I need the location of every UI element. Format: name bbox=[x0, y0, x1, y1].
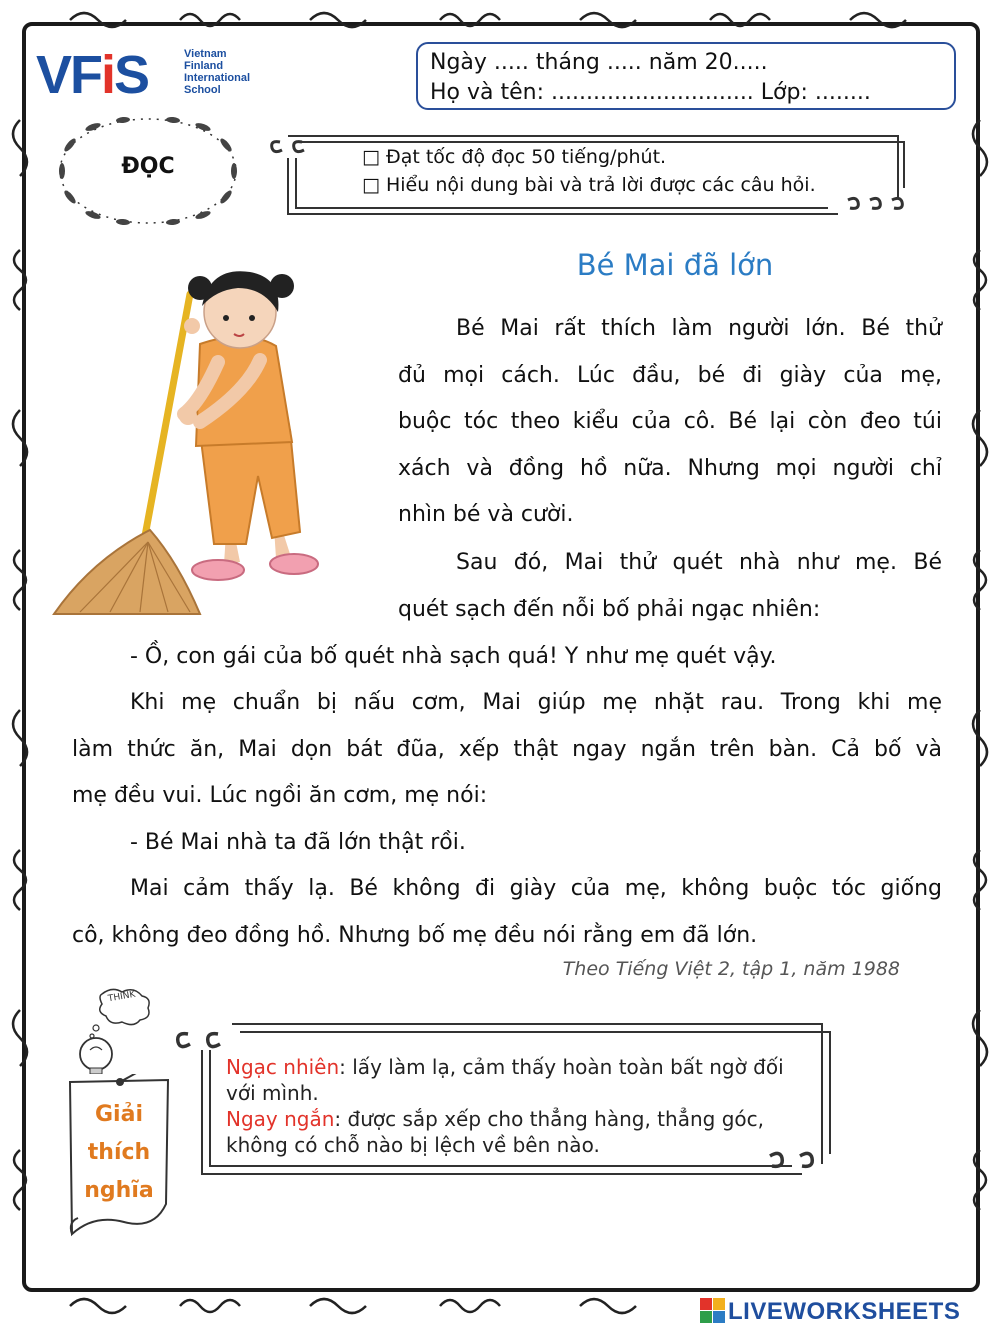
glossary-term: Ngạc nhiên bbox=[226, 1055, 340, 1079]
swirl-border-right bbox=[962, 110, 998, 1260]
text-line: buộc tóc theo kiểu của cô. Bé lại còn đeo túi bbox=[398, 409, 942, 434]
note-line: nghĩa bbox=[84, 1178, 154, 1203]
glossary-definition: : lấy làm lạ, cảm thấy hoàn toàn bất ngờ đối với mình. bbox=[226, 1055, 784, 1105]
brand-name: LIVEWORKSHEETS bbox=[728, 1298, 961, 1325]
logo-letter: S bbox=[114, 45, 149, 105]
text-line: Bé Mai rất thích làm người lớn. Bé thử bbox=[456, 316, 942, 341]
date-field[interactable]: Ngày ..... tháng ..... năm 20..... bbox=[430, 50, 768, 75]
text-line: nhìn bé và cười. bbox=[398, 502, 574, 527]
liveworksheets-brand[interactable] bbox=[700, 1296, 996, 1326]
logo-letter: F bbox=[70, 45, 102, 105]
goal-item[interactable]: □ Đạt tốc độ đọc 50 tiếng/phút. bbox=[362, 146, 667, 168]
swirl-border-bottom bbox=[60, 1288, 700, 1324]
glossary-entry bbox=[226, 1054, 806, 1106]
text-line: làm thức ăn, Mai dọn bát đũa, xếp thật ngay ngắn trên bàn. Cả bố và bbox=[72, 736, 942, 762]
liveworksheets-logo-icon bbox=[700, 1298, 726, 1324]
logo-letter: i bbox=[101, 45, 115, 105]
text-line: - Bé Mai nhà ta đã lớn thật rồi. bbox=[130, 830, 466, 855]
school-logo bbox=[36, 44, 276, 110]
text-line: xách và đồng hồ nữa. Nhưng mọi người chỉ bbox=[398, 455, 942, 481]
story-source: Theo Tiếng Việt 2, tập 1, năm 1988 bbox=[562, 958, 900, 980]
reading-badge bbox=[48, 110, 248, 232]
section-label: ĐỌC bbox=[121, 154, 175, 179]
student-info-box bbox=[416, 42, 956, 110]
story-paragraph-2 bbox=[398, 540, 942, 633]
story-paragraph-1 bbox=[398, 306, 942, 539]
story-paragraph-6 bbox=[72, 866, 942, 959]
learning-goals bbox=[258, 128, 918, 228]
text-line: đủ mọi cách. Lúc đầu, bé đi giày của mẹ, bbox=[398, 362, 942, 388]
girl-sweeping-illustration bbox=[50, 262, 380, 622]
logo-school-name bbox=[184, 48, 250, 96]
swirl-border-left bbox=[2, 110, 38, 1260]
swirl-border-top bbox=[60, 2, 940, 38]
text-line: Khi mẹ chuẩn bị nấu cơm, Mai giúp mẹ nhặt rau. Trong khi mẹ bbox=[130, 690, 942, 715]
story-paragraph-5 bbox=[72, 820, 942, 867]
logo-line: Vietnam bbox=[184, 48, 227, 60]
goal-item[interactable]: □ Hiểu nội dung bài và trả lời được các câu hỏi. bbox=[362, 174, 816, 196]
logo-letter: V bbox=[36, 45, 71, 105]
text-line: cô, không đeo đồng hồ. Nhưng bố mẹ đều nói rằng em đã lớn. bbox=[72, 922, 758, 948]
story-paragraph-4 bbox=[72, 680, 942, 820]
text-line: - Ồ, con gái của bố quét nhà sạch quá! Y như mẹ quét vậy. bbox=[130, 644, 777, 669]
text-line: quét sạch đến nỗi bố phải ngạc nhiên: bbox=[398, 596, 821, 622]
logo-line: School bbox=[184, 84, 221, 96]
text-line: Mai cảm thấy lạ. Bé không đi giày của mẹ, không buộc tóc giống bbox=[130, 876, 942, 901]
think-label: THINK bbox=[107, 989, 137, 1005]
glossary-term: Ngay ngắn bbox=[226, 1107, 335, 1131]
story-paragraph-3 bbox=[72, 634, 942, 681]
glossary-note bbox=[64, 1074, 174, 1238]
glossary-definition: : được sắp xếp cho thẳng hàng, thẳng góc, không có chỗ nào bị lệch về bên nào. bbox=[226, 1107, 764, 1157]
logo-line: International bbox=[184, 72, 251, 84]
text-line: Sau đó, Mai thử quét nhà như mẹ. Bé bbox=[456, 550, 942, 575]
logo-mark bbox=[36, 45, 149, 105]
logo-line: Finland bbox=[184, 60, 224, 72]
note-line: Giải bbox=[95, 1102, 143, 1127]
think-bulb-icon bbox=[72, 984, 162, 1074]
text-line: mẹ đều vui. Lúc ngồi ăn cơm, mẹ nói: bbox=[72, 783, 488, 808]
glossary-entries bbox=[226, 1054, 806, 1158]
story-title: Bé Mai đã lớn bbox=[576, 248, 774, 282]
note-line: thích bbox=[87, 1140, 151, 1165]
name-class-field[interactable]: Họ và tên: ............................. Lớp: ........ bbox=[430, 80, 871, 105]
glossary-entry bbox=[226, 1106, 806, 1158]
